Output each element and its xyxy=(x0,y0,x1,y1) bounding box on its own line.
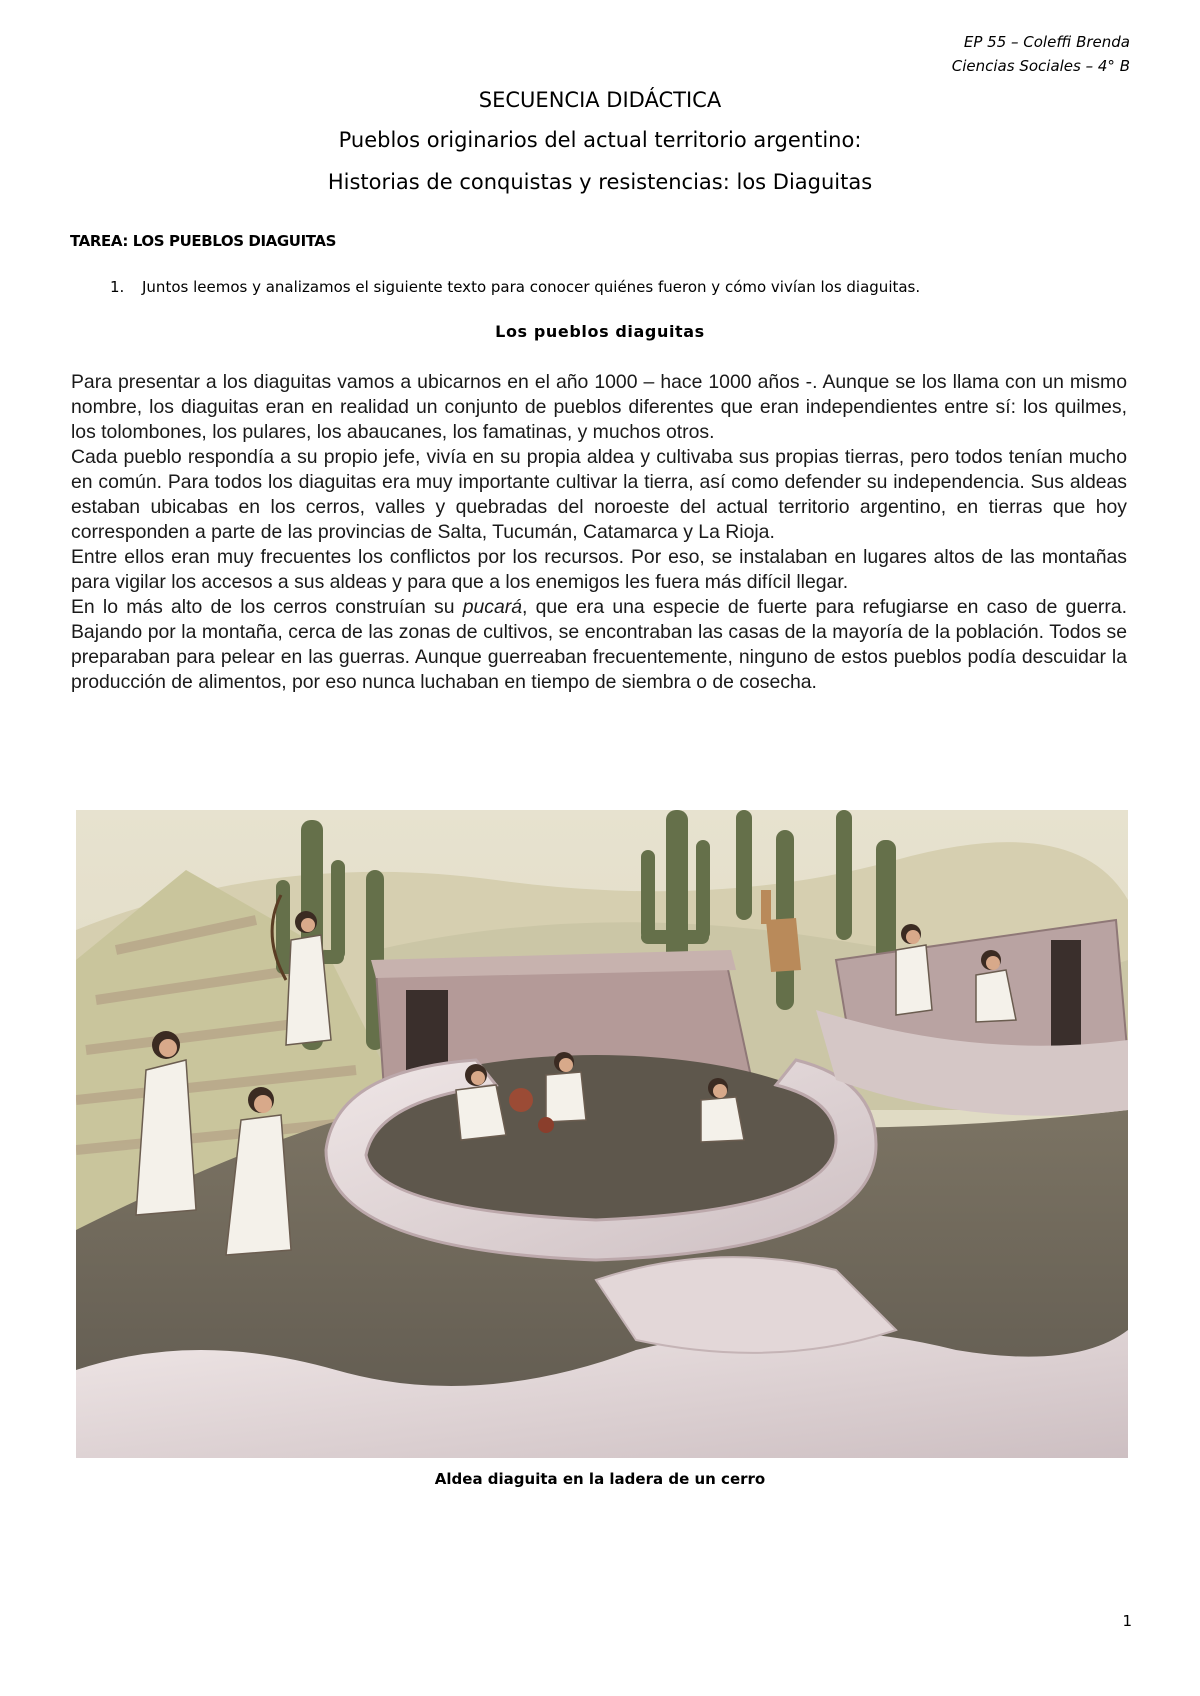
pucara-term: pucará xyxy=(462,596,522,618)
village-illustration xyxy=(76,810,1128,1458)
village-illustration-art xyxy=(76,810,1128,1458)
reading-title: Los pueblos diaguitas xyxy=(495,322,705,341)
course-line: Ciencias Sociales – 4° B xyxy=(951,57,1130,75)
paragraph-1: Para presentar a los diaguitas vamos a ubicarnos en el año 1000 – hace 1000 años -. Aunque se los llama con un mismo nombre, los diaguitas eran en realidad un conjunto de pueblos diferentes que eran independientes entre sí: los quilmes, los tolombones, los pulares, los abaucanes, los famatinas, y muchos otros. xyxy=(71,371,1127,443)
paragraph-2: Cada pueblo respondía a su propio jefe, vivía en su propia aldea y cultivaba sus propias tierras, pero todos tenían mucho en común. Para todos los diaguitas era muy importante cultivar la tierra, así como defender su independencia. Sus aldeas estaban ubicabas en los cerros, valles y quebradas del noroeste del actual territorio argentino, en tierras que hoy corresponden a parte de las provincias de Salta, Tucumán, Catamarca y La Rioja. xyxy=(71,446,1127,543)
document-subtitle-2: Historias de conquistas y resistencias: los Diaguitas xyxy=(327,170,873,194)
instruction-number: 1. xyxy=(110,278,125,296)
paragraph-3: Entre ellos eran muy frecuentes los conflictos por los recursos. Por eso, se instalaban en lugares altos de las montañas para vigilar los accesos a sus aldeas y para que a los enemigos les fuera más difícil llegar. xyxy=(71,546,1127,593)
document-title: SECUENCIA DIDÁCTICA xyxy=(478,88,722,112)
figure-caption: Aldea diaguita en la ladera de un cerro xyxy=(434,1470,766,1488)
task-title: TAREA: LOS PUEBLOS DIAGUITAS xyxy=(70,232,337,250)
instruction-item xyxy=(110,278,920,296)
title-block xyxy=(0,88,1200,194)
paragraph-4: En lo más alto de los cerros construían su pucará, que era una especie de fuerte para refugiarse en caso de guerra. Bajando por la montaña, cerca de las zonas de cultivos, se encontraban las casas de la mayoría de la población. Todos se preparaban para pelear en las guerras. Aunque guerreaban frecuentemente, ninguno de estos pueblos podía descuidar la producción de alimentos, por eso nunca luchaban en tiempo de siembra o de cosecha. xyxy=(71,596,1127,693)
instruction-text: Juntos leemos y analizamos el siguiente texto para conocer quiénes fueron y cómo vivían los diaguitas. xyxy=(142,278,921,296)
page-number: 1 xyxy=(1122,1612,1132,1630)
reading-body xyxy=(71,370,1127,695)
document-header xyxy=(952,30,1130,78)
author-line: EP 55 – Coleffi Brenda xyxy=(963,33,1130,51)
document-subtitle: Pueblos originarios del actual territorio argentino: xyxy=(338,128,862,152)
